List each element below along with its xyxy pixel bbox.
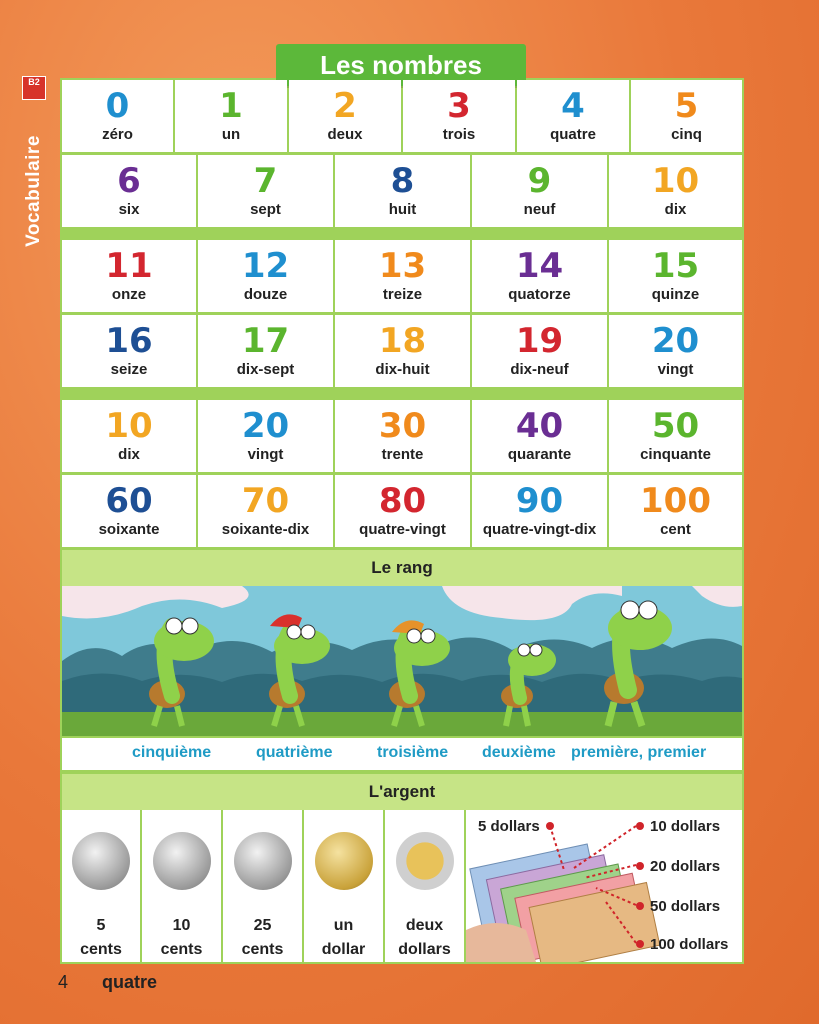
number-digit: 6 [117,161,141,201]
number-digit: 50 [651,406,700,446]
number-cell [472,475,607,547]
bill-pointer-dot [636,862,644,870]
number-word: treize [382,286,423,303]
number-cell [198,475,333,547]
number-word: dix [664,201,687,218]
number-word: un [221,126,241,143]
number-word: dix [118,446,140,463]
number-digit: 20 [241,406,290,446]
number-cell [62,155,196,227]
number-digit: 18 [378,321,427,361]
rank-label-second: deuxième [482,744,556,761]
number-word: dix-neuf [510,361,569,378]
number-word: deux [327,126,363,143]
turtle-scene-svg [62,586,742,736]
money-heading: L'argent [62,774,742,810]
number-word: trente [381,446,424,463]
bill-label-20: 20 dollars [650,858,721,875]
number-word: huit [388,201,417,218]
bill-pointer-dot [636,902,644,910]
number-digit: 12 [241,246,290,286]
number-digit: 80 [378,481,427,521]
number-cell [472,315,607,387]
number-word: quarante [507,446,572,463]
bill-label-5: 5 dollars [478,818,540,835]
bill-pointer-dot [546,822,554,830]
dime-coin-icon [153,832,211,890]
number-cell [62,240,196,312]
coin-value: 25 [253,917,272,934]
number-digit: 17 [241,321,290,361]
number-cell [472,155,607,227]
coin-unit: cents [241,941,284,958]
number-digit: 0 [105,86,130,126]
bill-label-10: 10 dollars [650,818,721,835]
number-cell [631,80,742,152]
number-cell [472,240,607,312]
bill-pointer-dot [636,940,644,948]
coin-cell-10-cents [142,810,221,962]
coin-cell-5-cents [62,810,140,962]
number-word: quinze [651,286,700,303]
number-row-6 [62,475,742,547]
number-digit: 100 [640,481,711,521]
number-cell [175,80,287,152]
quarter-coin-icon [234,832,292,890]
number-digit: 15 [651,246,700,286]
number-word: soixante-dix [221,521,310,538]
rank-labels-bar [62,738,742,770]
side-label: Vocabulaire [23,135,44,247]
number-row-1 [62,80,742,152]
number-digit: 16 [105,321,153,361]
number-word: six [118,201,140,218]
number-cell [335,240,470,312]
number-digit: 2 [333,86,357,126]
coin-value: deux [405,917,444,934]
number-cell [198,400,333,472]
number-cell [609,155,742,227]
number-word: cent [660,521,691,538]
rank-label-third: troisième [377,744,449,761]
number-digit: 19 [515,321,564,361]
number-cell [609,240,742,312]
number-cell [335,475,470,547]
number-word: dix-huit [375,361,430,378]
number-row-2 [62,155,742,227]
number-word: zéro [102,126,133,143]
bill-label-100: 100 dollars [650,936,729,953]
coin-value: 5 [96,917,106,934]
number-digit: 90 [515,481,564,521]
page-title: Les nombres [276,44,526,86]
bill-pointer-dot [636,822,644,830]
number-cell [403,80,515,152]
number-digit: 13 [378,246,427,286]
number-row-3 [62,240,742,312]
number-digit: 14 [515,246,564,286]
number-cell [472,400,607,472]
number-cell [609,400,742,472]
number-word: neuf [523,201,556,218]
number-word: cinquante [640,446,711,463]
number-cell [517,80,629,152]
coin-cell-deux-dollars [385,810,464,962]
page-number: 4 [58,972,69,992]
rank-label-fourth: quatrième [256,744,333,761]
coin-unit: dollar [321,941,366,958]
number-word: vingt [247,446,284,463]
page-number-word: quatre [102,972,158,992]
number-digit: 30 [378,406,427,446]
coin-cell-25-cents [223,810,302,962]
banknotes-panel [466,810,742,962]
coin-unit: dollars [398,941,451,958]
number-word: quatre-vingt-dix [482,521,597,538]
number-digit: 70 [241,481,290,521]
number-word: sept [250,201,281,218]
turtle-race-illustration [62,586,742,736]
number-row-5 [62,400,742,472]
coin-unit: cents [160,941,203,958]
number-digit: 1 [219,86,243,126]
nickel-coin-icon [72,832,130,890]
rank-heading: Le rang [62,550,742,586]
coin-cell-un-dollar [304,810,383,962]
number-cell [198,240,333,312]
number-word: soixante [98,521,160,538]
number-word: seize [110,361,148,378]
number-cell [335,155,470,227]
coin-value: un [333,917,354,934]
number-cell [609,475,742,547]
number-digit: 7 [253,161,278,201]
number-word: quatre-vingt [359,521,446,538]
coin-unit: cents [80,941,122,958]
rank-label-fifth: cinquième [132,744,212,761]
number-word: vingt [657,361,694,378]
number-digit: 10 [651,161,700,201]
rank-label-first: première, premier [571,744,707,761]
number-cell [62,400,196,472]
number-cell [335,315,470,387]
number-digit: 40 [515,406,564,446]
number-digit: 20 [651,321,700,361]
number-digit: 60 [105,481,153,521]
number-digit: 3 [447,86,471,126]
number-digit: 4 [561,86,585,126]
number-word: dix-sept [236,361,295,378]
number-word: cinq [671,126,702,143]
number-cell [198,315,333,387]
loonie-coin-icon [315,832,373,890]
number-cell [198,155,333,227]
number-digit: 9 [527,161,552,201]
section-side-tab [22,76,46,266]
number-cell [62,315,196,387]
number-digit: 11 [105,246,153,286]
bill-label-50: 50 dollars [650,898,721,915]
number-cell [335,400,470,472]
number-row-4 [62,315,742,387]
toonie-coin-icon [396,832,454,890]
number-digit: 10 [105,406,153,446]
number-word: trois [442,126,476,143]
number-digit: 5 [674,86,699,126]
number-cell [289,80,401,152]
number-word: onze [111,286,147,303]
number-cell [62,475,196,547]
coin-value: 10 [172,917,191,934]
number-digit: 8 [390,161,415,201]
number-word: douze [243,286,288,303]
number-cell [62,80,173,152]
number-word: quatre [550,126,596,143]
number-cell [609,315,742,387]
side-logo: B2 [22,76,46,100]
number-word: quatorze [508,286,571,303]
